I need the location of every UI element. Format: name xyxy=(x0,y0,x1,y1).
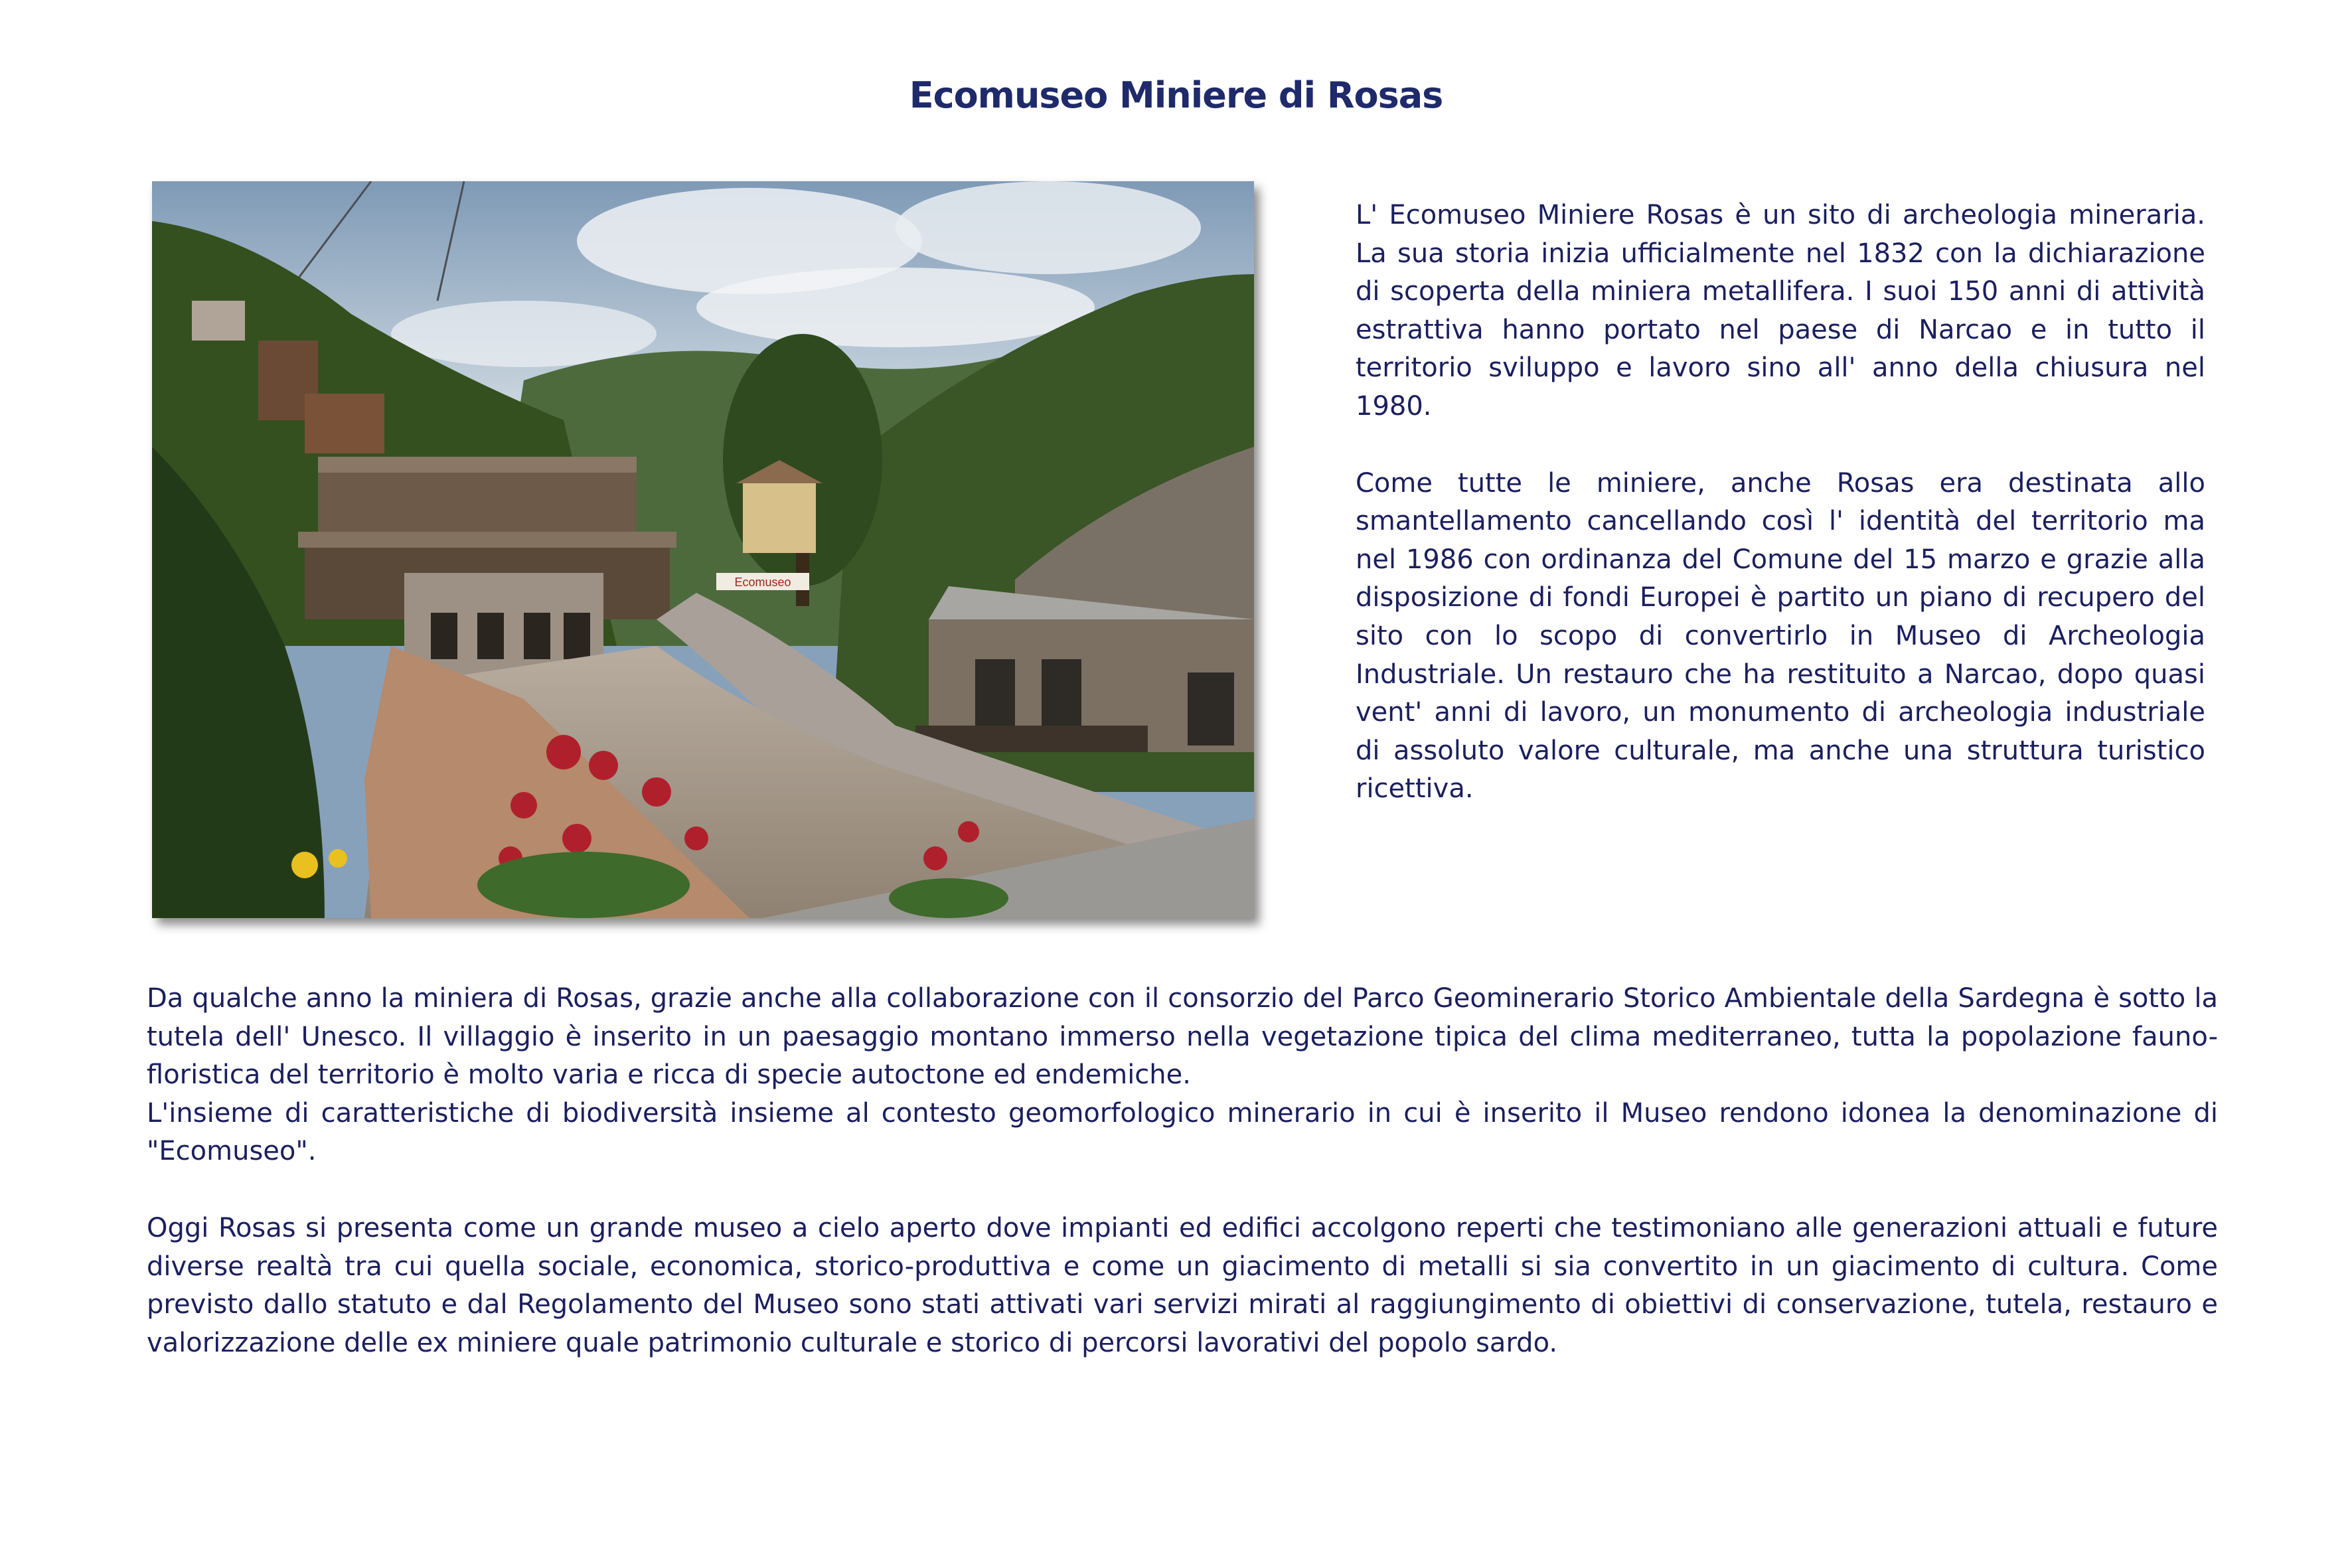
headframe xyxy=(305,394,384,453)
window xyxy=(477,613,504,659)
stone-building xyxy=(192,301,245,341)
body-text xyxy=(147,980,2218,1362)
page-title: Ecomuseo Miniere di Rosas xyxy=(909,74,1443,116)
mining-shed xyxy=(318,467,637,540)
house xyxy=(743,480,816,553)
intro-column xyxy=(1356,196,2205,847)
window xyxy=(431,613,457,659)
door xyxy=(1042,659,1081,732)
mine-photo xyxy=(152,181,1254,918)
mine-landscape-illustration xyxy=(152,181,1254,918)
paragraph-spacer xyxy=(147,1171,2218,1210)
body-paragraph-2: L'insieme di caratteristiche di biodiversità insieme al contesto geomorfologico minerario in cui è inserito il Museo rendono idonea la denominazione di "Ecomuseo". xyxy=(147,1097,2218,1167)
mining-shed-lower-roof xyxy=(298,532,676,548)
museum-sign-text: Ecomuseo xyxy=(734,576,791,589)
door xyxy=(1188,672,1234,745)
window xyxy=(564,613,590,659)
intro-paragraph-1: L' Ecomuseo Miniere Rosas è un sito di archeologia mineraria. La sua storia inizia ufficialmente nel 1832 con la dichiarazione di scoperta della miniera metallifera. I suoi 150 anni di attività estrattiva hanno portato nel paese di Narcao e in tutto il territorio sviluppo e lavoro sino all' anno della chiusura nel 1980. xyxy=(1356,200,2205,422)
intro-paragraph-2: Come tutte le miniere, anche Rosas era destinata allo smantellamento cancellando così l' identità del territorio ma nel 1986 con ordinanza del Comune del 15 marzo e grazie alla disposizione di fondi Europei è partito un piano di recupero del sito con lo scopo di convertirlo in Museo di Archeologia Industriale. Un restauro che ha restituito a Narcao, dopo quasi vent' anni di lavoro, un monumento di archeologia industriale di assoluto valore culturale, ma anche una struttura turistico ricettiva. xyxy=(1356,467,2205,805)
mining-shed-roof xyxy=(318,457,637,473)
cloud xyxy=(696,268,1095,347)
body-paragraph-1: Da qualche anno la miniera di Rosas, grazie anche alla collaborazione con il consorzio del Parco Geominerario Storico Ambientale della Sardegna è sotto la tutela dell' Unesco. Il villaggio è inserito in un paesaggio montano immerso nella vegetazione tipica del clima mediterraneo, tutta la popolazione fauno-floristica del territorio è molto varia e ricca di specie autoctone ed endemiche. xyxy=(147,983,2218,1091)
window xyxy=(524,613,550,659)
door xyxy=(975,659,1015,732)
cloud xyxy=(896,181,1201,274)
body-paragraph-3: Oggi Rosas si presenta come un grande museo a cielo aperto dove impianti ed edifici accolgono reperti che testimoniano alle generazioni attuali e future diverse realtà tra cui quella sociale, economica, storico-produttiva e come un giacimento di metalli si sia convertito in un giacimento di cultura. Come previsto dallo statuto e dal Regolamento del Museo sono stati attivati vari servizi mirati al raggiungimento di obiettivi di conservazione, tutela, restauro e valorizzazione delle ex miniere quale patrimonio culturale e storico di percorsi lavorativi del popolo sardo. xyxy=(147,1212,2218,1358)
